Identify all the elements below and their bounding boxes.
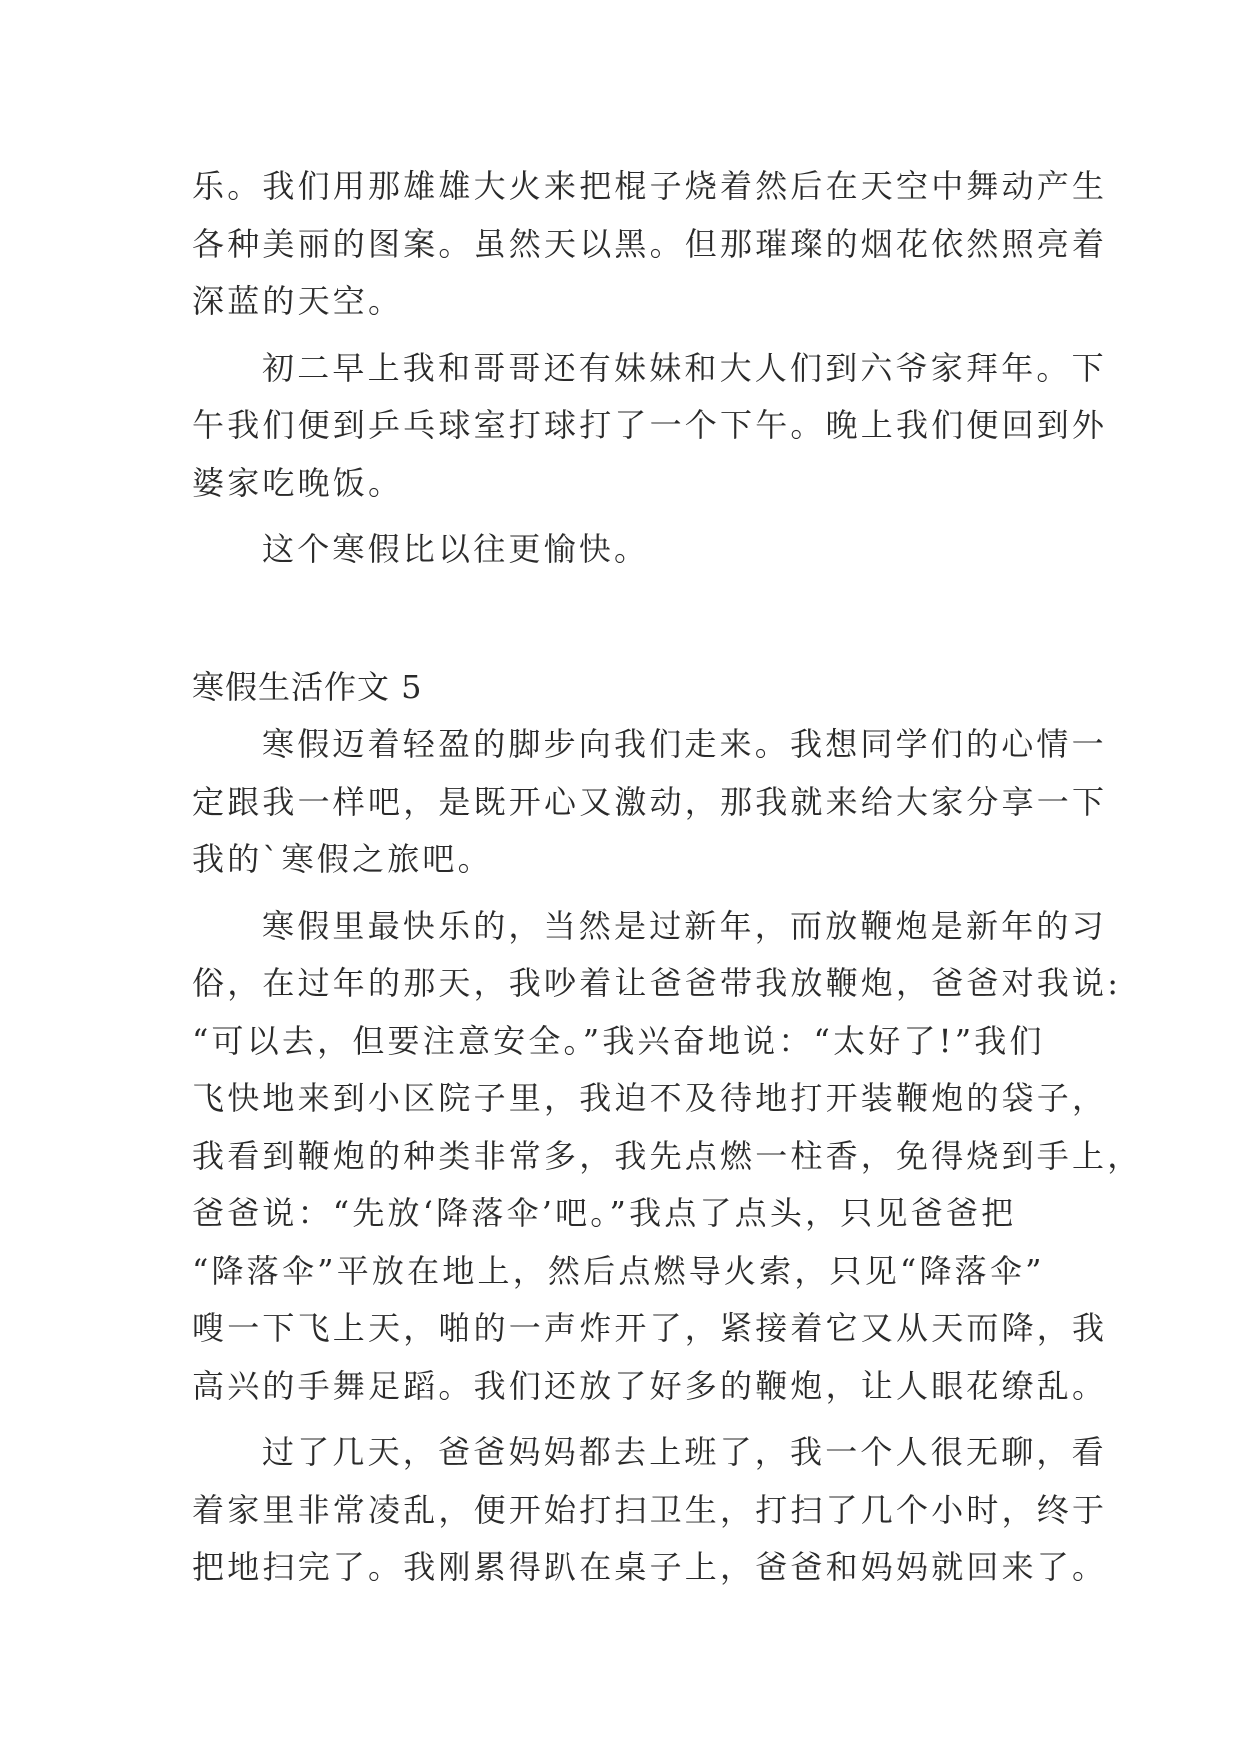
text-line: 定跟我一样吧，是既开心又激动，那我就来给大家分享一下 xyxy=(192,782,1108,821)
paragraph-first-line: 这个寒假比以往更愉快。 xyxy=(262,530,650,568)
text-line: 午我们便到乒乓球室打球打了一个下午。晚上我们便回到外 xyxy=(192,406,1108,444)
paragraph-first-line: 寒假里最快乐的，当然是过新年，而放鞭炮是新年的习 xyxy=(262,906,1107,945)
text-line: 把地扫完了。我刚累得趴在桌子上，爸爸和妈妈就回来了。 xyxy=(192,1548,1108,1586)
document-body xyxy=(192,158,1143,1597)
text-line: 高兴的手舞足蹈。我们还放了好多的鞭炮，让人眼花缭乱。 xyxy=(192,1366,1108,1405)
section-heading: 寒假生活作文 5 xyxy=(192,667,423,706)
text-line: 我看到鞭炮的种类非常多，我先点燃一柱香，免得烧到手上， xyxy=(192,1136,1143,1175)
text-line: 深蓝的天空。 xyxy=(192,282,404,320)
text-line: “可以去，但要注意安全。”我兴奋地说：“太好了!”我们 xyxy=(192,1021,1045,1060)
text-line: 嗖一下飞上天，啪的一声炸开了，紧接着它又从天而降，我 xyxy=(192,1309,1108,1347)
text-line: 着家里非常凌乱，便开始打扫卫生，打扫了几个小时，终于 xyxy=(192,1490,1108,1529)
paragraph-first-line: 过了几天，爸爸妈妈都去上班了，我一个人很无聊，看 xyxy=(262,1433,1107,1471)
text-line: 婆家吃晚饭。 xyxy=(192,463,404,502)
text-line: 乐。我们用那雄雄大火来把棍子烧着然后在天空中舞动产生 xyxy=(192,167,1108,205)
text-line: 飞快地来到小区院子里，我迫不及待地打开装鞭炮的袋子， xyxy=(192,1079,1108,1117)
paragraph-first-line: 初二早上我和哥哥还有妹妹和大人们到六爷家拜年。下 xyxy=(262,348,1107,387)
text-line: “降落伞”平放在地上，然后点燃导火索，只见“降落伞” xyxy=(192,1251,1045,1290)
text-line: 俗，在过年的那天，我吵着让爸爸带我放鞭炮，爸爸对我说: xyxy=(192,964,1122,1002)
text-line: 我的`寒假之旅吧。 xyxy=(192,840,493,878)
paragraph-first-line: 寒假迈着轻盈的脚步向我们走来。我想同学们的心情一 xyxy=(262,725,1107,763)
text-line: 各种美丽的图案。虽然天以黑。但那璀璨的烟花依然照亮着 xyxy=(192,224,1108,263)
text-line: 爸爸说：“先放‘降落伞’吧。”我点了点头，只见爸爸把 xyxy=(192,1194,1017,1232)
